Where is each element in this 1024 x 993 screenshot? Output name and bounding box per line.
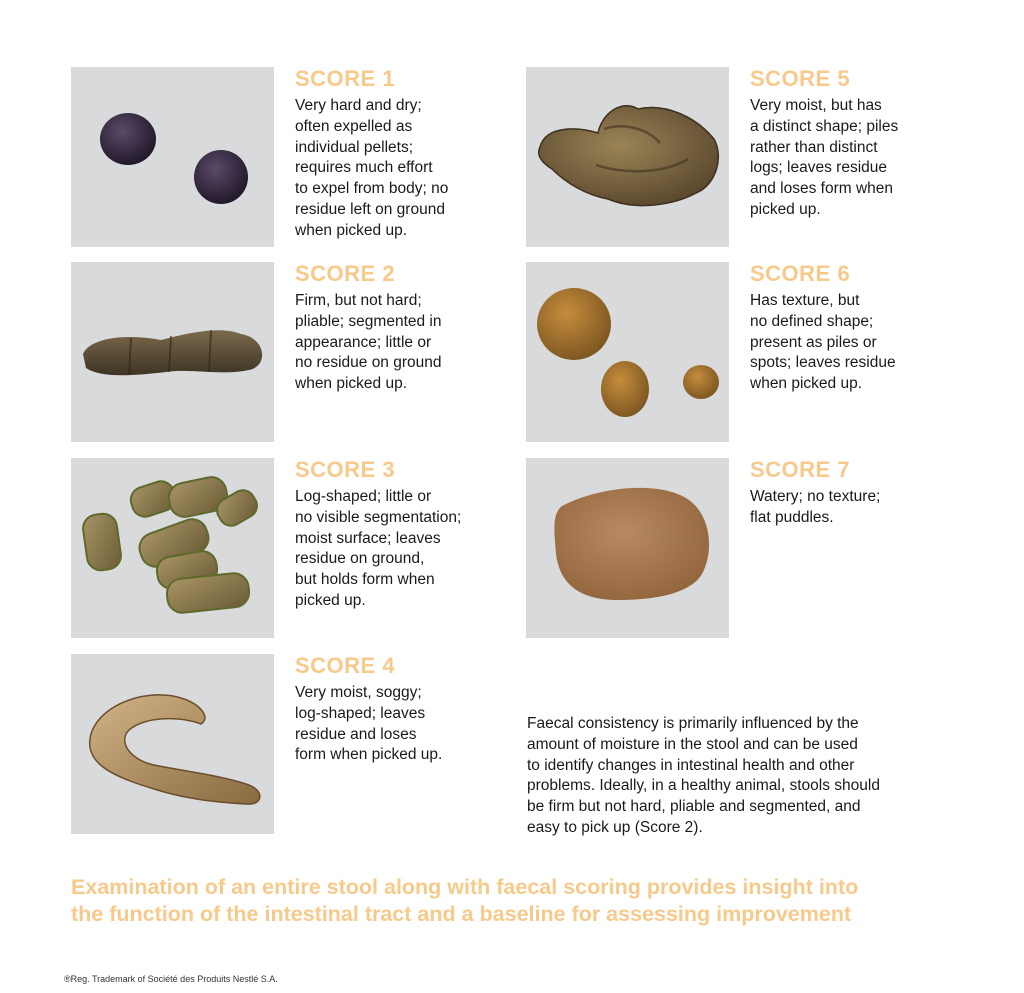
score-2-description: Firm, but not hard; pliable; segmented in appearance; little or no residue on ground when picked up. (295, 292, 442, 393)
score-5-image (526, 67, 729, 247)
score-4-image (71, 654, 274, 834)
score-6-title: SCORE 6 (750, 261, 851, 286)
summary-paragraph: Faecal consistency is primarily influenced by the amount of moisture in the stool and can be used to identify changes in intestinal health and other problems. Ideally, in a healthy animal, stools should be firm but not hard, pliable and segmented, and easy to pick up (Score 2). (527, 715, 880, 836)
score-2-image (71, 262, 274, 442)
score-5-description: Very moist, but has a distinct shape; piles rather than distinct logs; leaves residue and loses form when picked up. (750, 97, 899, 218)
score-7-image (526, 458, 729, 638)
score-3-title: SCORE 3 (295, 457, 396, 482)
trademark-footnote: ®Reg. Trademark of Société des Produits Nestlé S.A. (64, 974, 278, 984)
score-6-image (526, 262, 729, 442)
score-4-title: SCORE 4 (295, 653, 396, 678)
score-7-description: Watery; no texture; flat puddles. (750, 488, 881, 526)
tagline: Examination of an entire stool along with faecal scoring provides insight into the function of the intestinal tract and a baseline for assessing improvement (71, 875, 859, 926)
score-2-title: SCORE 2 (295, 261, 396, 286)
score-1-title: SCORE 1 (295, 66, 396, 91)
score-5-title: SCORE 5 (750, 66, 851, 91)
score-1-image (71, 67, 274, 247)
score-6-description: Has texture, but no defined shape; present as piles or spots; leaves residue when picked up. (750, 292, 896, 393)
score-3-description: Log-shaped; little or no visible segmentation; moist surface; leaves residue on ground, but holds form when picked up. (295, 488, 462, 609)
score-4-description: Very moist, soggy; log-shaped; leaves residue and loses form when picked up. (295, 684, 443, 764)
score-7-title: SCORE 7 (750, 457, 851, 482)
score-1-description: Very hard and dry; often expelled as individual pellets; requires much effort to expel from body; no residue left on ground when picked up. (295, 97, 449, 239)
score-3-image (71, 458, 274, 638)
